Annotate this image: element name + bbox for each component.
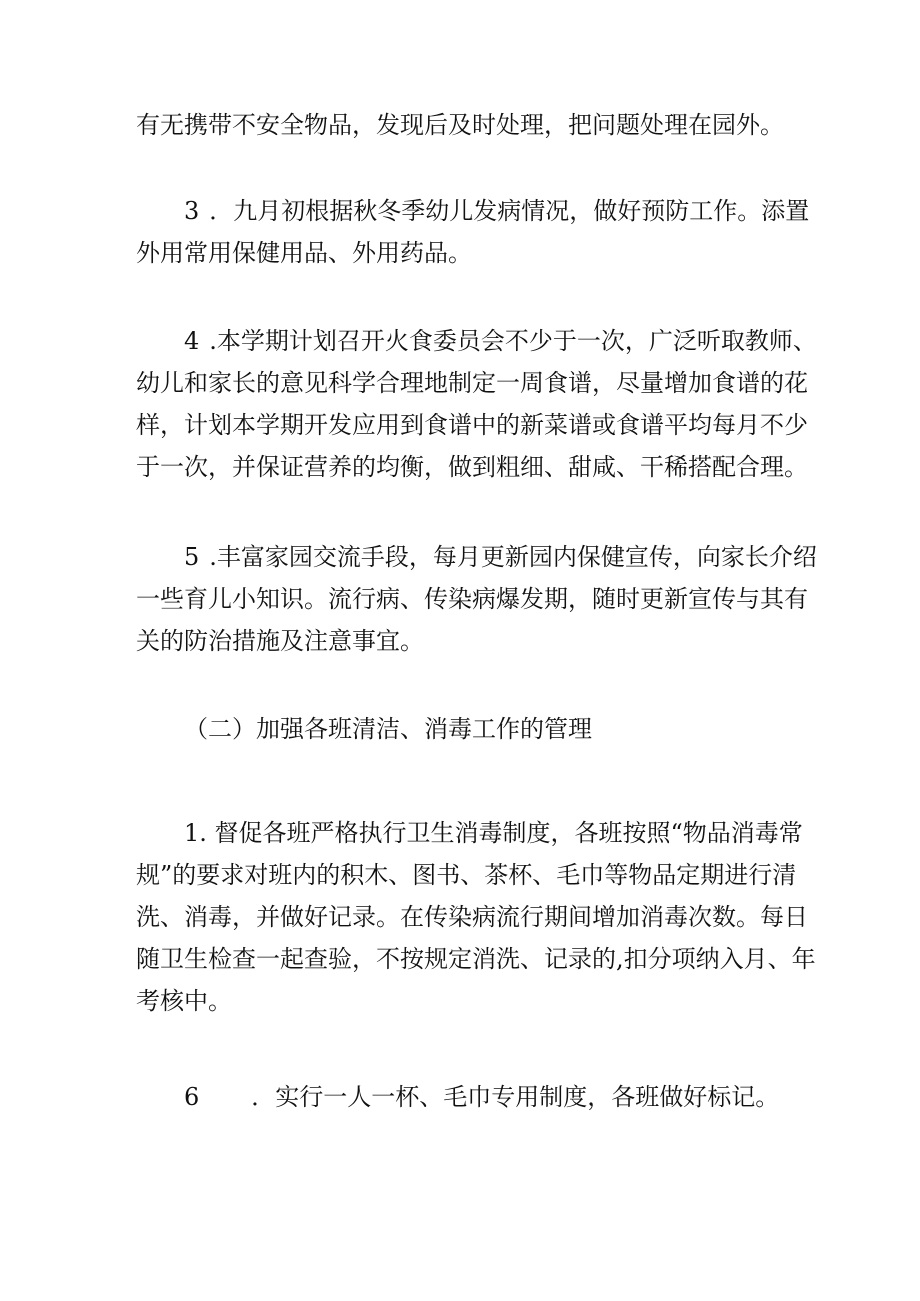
text-line: 3 ．九月初根据秋冬季幼儿发病情况，做好预防工作。添置 xyxy=(184,197,810,225)
item-number: 4 xyxy=(184,327,200,355)
paragraph-item-5 xyxy=(136,536,816,662)
text-line: 有无携带不安全物品，发现后及时处理，把问题处理在园外。 xyxy=(136,111,784,139)
text-line: 洗、消毒，并做好记录。在传染病流行期间增加消毒次数。每日 xyxy=(136,903,808,931)
text-line: 规”的要求对班内的积木、图书、茶杯、毛巾等物品定期进行清 xyxy=(136,861,797,889)
text-line: 随卫生检查一起查验，不按规定消洗、记录的,扣分项纳入月、年 xyxy=(136,945,816,973)
paragraph-continuation xyxy=(136,104,816,146)
text-line: 一些育儿小知识。流行病、传染病爆发期，随时更新宣传与其有 xyxy=(136,585,808,613)
paragraph-item-6 xyxy=(136,1076,816,1118)
paragraph-item-1 xyxy=(136,812,816,1022)
text-line: 幼儿和家长的意见科学合理地制定一周食谱，尽量增加食谱的花 xyxy=(136,369,808,397)
text-line: 4 .本学期计划召开火食委员会不少于一次，广泛听取教师、 xyxy=(184,327,817,355)
section-heading xyxy=(136,708,816,750)
paragraph-item-4 xyxy=(136,320,816,488)
text-line: 关的防治措施及注意事宜。 xyxy=(136,627,424,655)
text-line: 考核中。 xyxy=(136,987,232,1015)
heading-text: （二）加强各班清洁、消毒工作的管理 xyxy=(184,715,592,743)
text-line: 样，计划本学期开发应用到食谱中的新菜谱或食谱平均每月不少 xyxy=(136,411,808,439)
text-line: 外用常用保健用品、外用药品。 xyxy=(136,239,472,267)
item-number: 3 xyxy=(184,197,200,225)
text-line: 6 ．实行一人一杯、毛巾专用制度，各班做好标记。 xyxy=(184,1083,780,1111)
text-line: 5 .丰富家园交流手段，每月更新园内保健宣传，向家长介绍 xyxy=(184,543,817,571)
paragraph-item-3 xyxy=(136,190,816,274)
item-number: 6 xyxy=(184,1083,200,1111)
text-line: 于一次，并保证营养的均衡，做到粗细、甜咸、干稀搭配合理。 xyxy=(136,453,808,481)
item-number: 5 xyxy=(184,543,200,571)
text-line: 1. 督促各班严格执行卫生消毒制度，各班按照“物品消毒常 xyxy=(184,819,803,847)
